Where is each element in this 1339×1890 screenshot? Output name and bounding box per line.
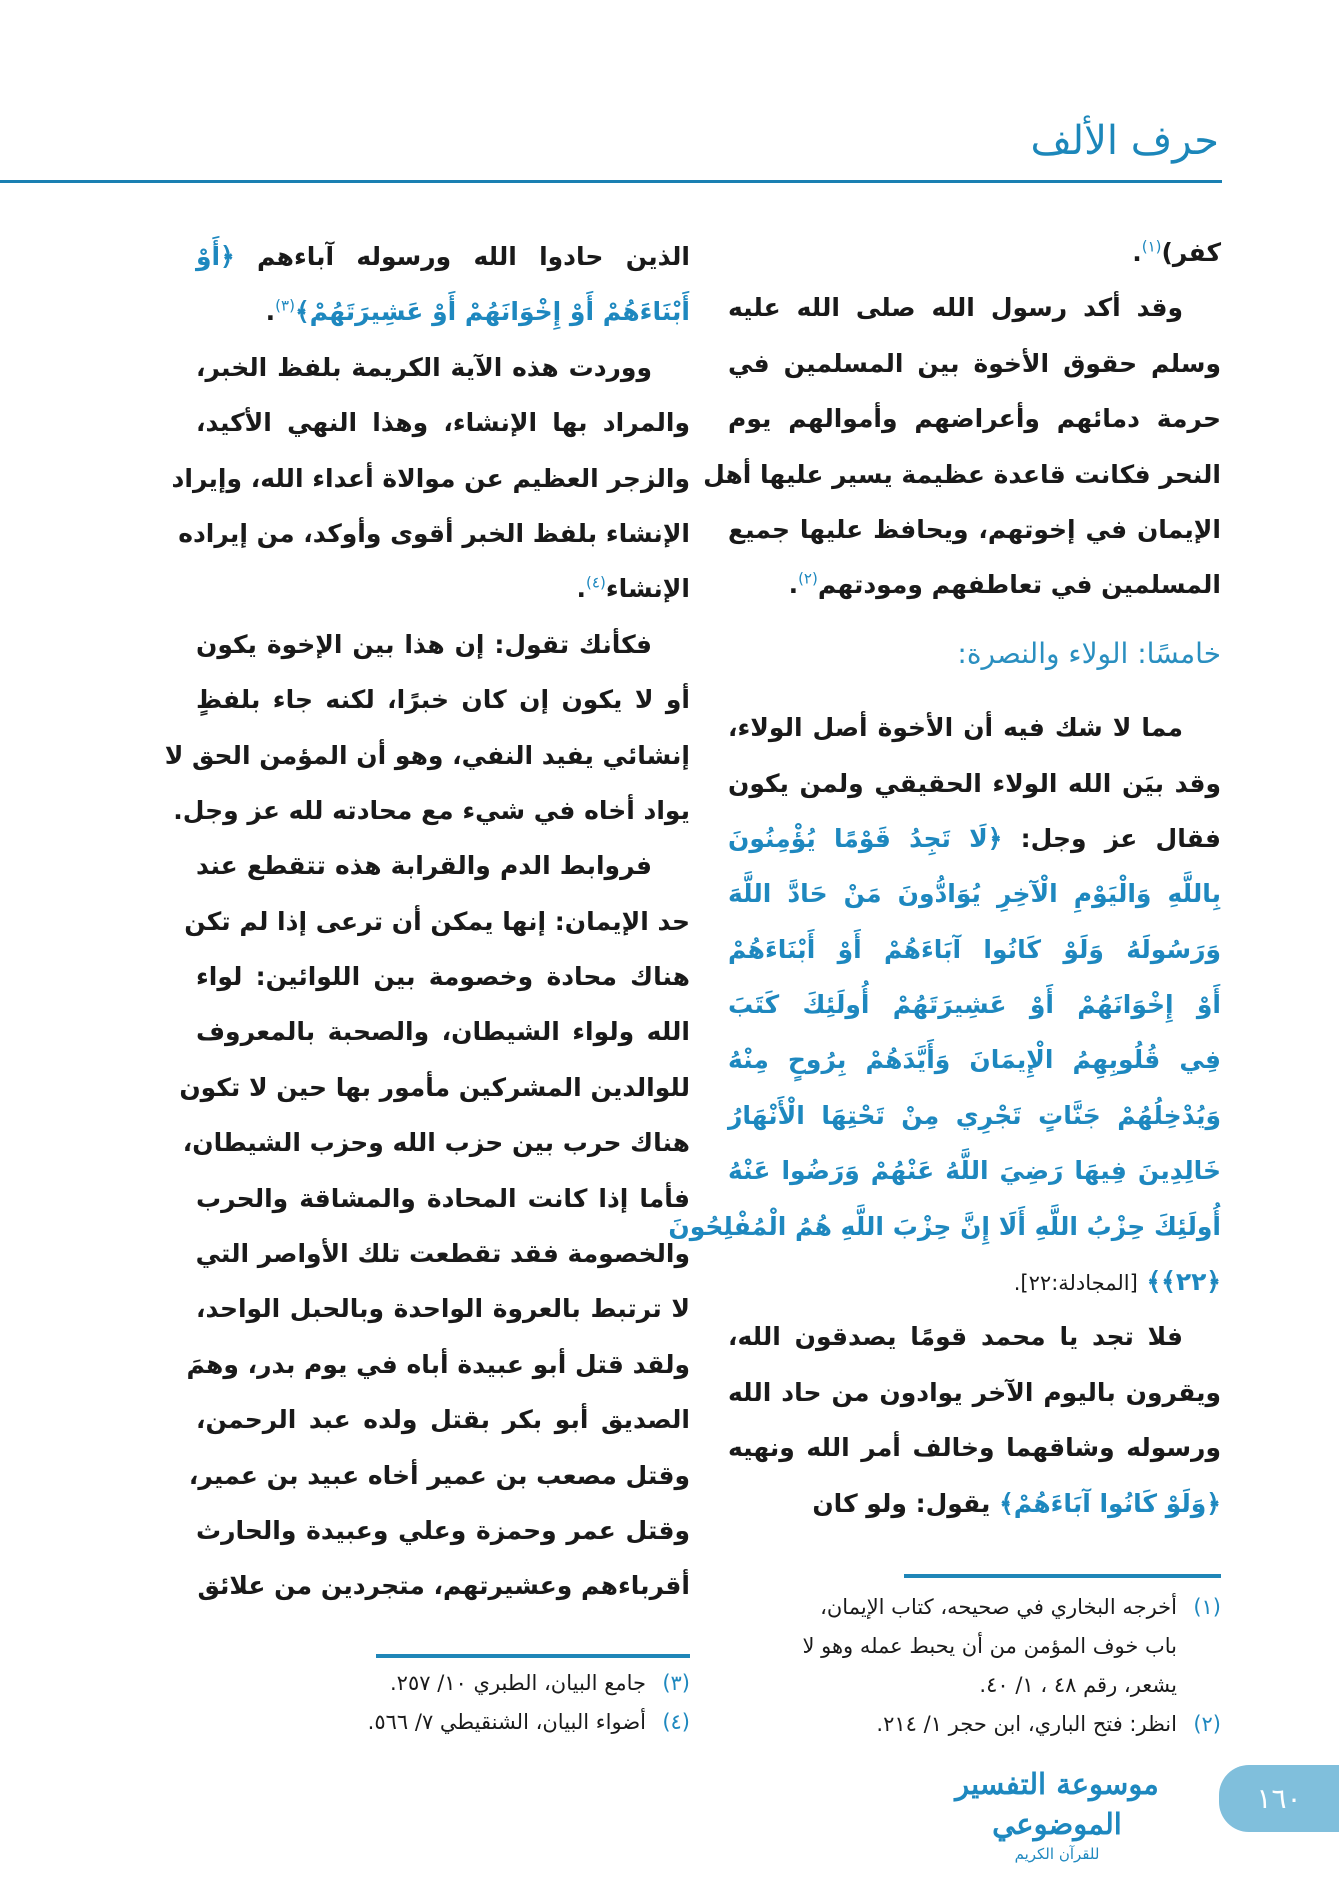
text-line bbox=[728, 922, 1221, 977]
text-line bbox=[728, 700, 1221, 755]
verse-citation: [المجادلة:٢٢]. bbox=[1013, 1271, 1138, 1296]
footnote bbox=[196, 1703, 690, 1742]
footnote-reference: (٢) bbox=[798, 570, 818, 589]
footnote-separator-left bbox=[376, 1654, 690, 1658]
quran-verse-text: وَرَسُولَهُ وَلَوْ كَانُوا آبَاءَهُمْ أَوْ أَبْنَاءَهُمْ bbox=[728, 934, 1221, 964]
body-text: حد الإيمان: إنها يمكن أن ترعى إذا لم تكن bbox=[184, 906, 690, 936]
text-line bbox=[728, 977, 1221, 1032]
body-text: وقتل عمر وحمزة وعلي وعبيدة والحارث bbox=[196, 1515, 690, 1545]
text-line bbox=[196, 1503, 690, 1558]
text-line bbox=[196, 949, 690, 1004]
text-line bbox=[196, 229, 690, 284]
body-text: ورسوله وشاقهما وخالف أمر الله ونهيه bbox=[728, 1433, 1221, 1463]
text-line bbox=[728, 502, 1221, 557]
body-text: . bbox=[576, 574, 587, 604]
left-text-column bbox=[164, 229, 690, 1614]
body-text: للوالدين المشركين مأمور بها حين لا تكون bbox=[179, 1072, 690, 1102]
text-line bbox=[196, 395, 690, 450]
body-text: مما لا شك فيه أن الأخوة أصل الولاء، bbox=[728, 713, 1183, 743]
body-text: خامسًا: الولاء والنصرة: bbox=[957, 636, 1221, 670]
text-line bbox=[179, 1060, 690, 1115]
page-number: ١٦٠ bbox=[1219, 1765, 1339, 1832]
text-line bbox=[728, 1143, 1221, 1198]
footnote-line: يشعر، رقم ٤٨ ، ١/ ٤٠. bbox=[979, 1673, 1177, 1697]
body-text: كفر) bbox=[1161, 238, 1221, 267]
body-text: والخصومة فقد تقطعت تلك الأواصر التي bbox=[195, 1239, 690, 1269]
text-line bbox=[196, 1392, 690, 1447]
body-text: حرمة دمائهم وأعراضهم وأموالهم يوم bbox=[728, 404, 1221, 434]
text-line bbox=[728, 756, 1221, 811]
footnote-text bbox=[390, 1664, 646, 1703]
text-line bbox=[728, 391, 1221, 446]
footnote-line: أخرجه البخاري في صحيحه، كتاب الإيمان، bbox=[820, 1595, 1177, 1619]
body-text: فقال عز وجل: bbox=[1002, 823, 1221, 853]
paragraph bbox=[196, 229, 690, 340]
text-line bbox=[184, 894, 690, 949]
text-line bbox=[171, 451, 690, 506]
right-text-column bbox=[668, 225, 1221, 1531]
text-line bbox=[196, 1558, 690, 1613]
encyclopedia-logo bbox=[934, 1764, 1180, 1864]
text-line bbox=[196, 838, 690, 893]
logo-title: موسوعة التفسير الموضوعي bbox=[955, 1767, 1159, 1841]
text-line bbox=[728, 1254, 1221, 1309]
body-text: . bbox=[265, 297, 276, 327]
paragraph bbox=[164, 617, 690, 839]
footnotes-right bbox=[728, 1588, 1221, 1744]
body-text: وقد بيَن الله الولاء الحقيقي ولمن يكون bbox=[728, 768, 1221, 798]
footnote bbox=[728, 1588, 1221, 1705]
chapter-title: حرف الألف bbox=[1030, 118, 1219, 164]
text-line bbox=[196, 561, 690, 616]
text-line bbox=[728, 1365, 1221, 1420]
footnote bbox=[728, 1705, 1221, 1744]
body-text: لا ترتبط بالعروة الواحدة وبالحبل الواحد، bbox=[196, 1294, 690, 1324]
text-line bbox=[728, 336, 1221, 391]
text-line bbox=[728, 1420, 1221, 1475]
footnote-text bbox=[876, 1705, 1177, 1744]
paragraph bbox=[668, 700, 1221, 1309]
footnote-reference: (٣) bbox=[275, 297, 295, 316]
text-line bbox=[728, 811, 1221, 866]
text-line bbox=[196, 340, 690, 395]
text-line bbox=[728, 866, 1221, 921]
body-text: وقد أكد رسول الله صلى الله عليه bbox=[728, 293, 1183, 323]
body-text: ووردت هذه الآية الكريمة بلفظ الخبر، bbox=[196, 352, 652, 382]
body-text: الإيمان في إخوتهم، ويحافظ عليها جميع bbox=[728, 514, 1221, 544]
body-text: المسلمين في تعاطفهم ومودتهم bbox=[817, 570, 1221, 600]
text-line bbox=[196, 1171, 690, 1226]
text-line bbox=[182, 1115, 690, 1170]
body-text: . bbox=[788, 570, 799, 600]
body-text: فلا تجد يا محمد قومًا يصدقون الله، bbox=[728, 1322, 1183, 1352]
text-line bbox=[728, 1032, 1221, 1087]
body-text: أقرباءهم وعشيرتهم، متجردين من علائق bbox=[197, 1571, 690, 1601]
footnotes-left bbox=[196, 1664, 690, 1742]
text-line bbox=[196, 672, 690, 727]
body-text: الإنشاء bbox=[605, 574, 690, 604]
text-line bbox=[728, 280, 1221, 335]
text-line bbox=[728, 1476, 1221, 1531]
footnote-separator-right bbox=[904, 1574, 1221, 1578]
text-line bbox=[196, 617, 690, 672]
body-text: يقول: ولو كان bbox=[812, 1488, 1000, 1518]
quran-verse-text: ﴿لَا تَجِدُ قَوْمًا يُؤْمِنُونَ bbox=[728, 823, 1003, 853]
body-text: ولقد قتل أبو عبيدة أباه في يوم بدر، وهمَ bbox=[186, 1349, 690, 1379]
text-line bbox=[196, 1226, 690, 1281]
text-line bbox=[196, 1004, 690, 1059]
body-text: والزجر العظيم عن موالاة أعداء الله، وإيراد bbox=[171, 463, 690, 493]
body-text: النحر فكانت قاعدة عظيمة يسير عليها أهل bbox=[703, 459, 1221, 489]
text-line bbox=[728, 557, 1221, 612]
body-text: وقتل مصعب بن عمير أخاه عبيد بن عمير، bbox=[188, 1460, 690, 1490]
body-text: ويقرون باليوم الآخر يوادون من حاد الله bbox=[728, 1377, 1221, 1407]
text-line bbox=[164, 728, 690, 783]
footnote-reference: (٤) bbox=[586, 574, 606, 593]
body-text: هناك حرب بين حزب الله وحزب الشيطان، bbox=[182, 1128, 690, 1158]
quran-verse-text: ﴿٢٢﴾﴾ bbox=[1137, 1267, 1221, 1297]
footnote-line: أضواء البيان، الشنقيطي ٧/ ٥٦٦. bbox=[367, 1710, 646, 1734]
body-text: فروابط الدم والقرابة هذه تتقطع عند bbox=[196, 851, 652, 881]
paragraph bbox=[171, 340, 690, 617]
quran-verse-text: أُولَئِكَ حِزْبُ اللَّهِ أَلَا إِنَّ حِزْبَ اللَّهِ هُمُ الْمُفْلِحُونَ bbox=[668, 1211, 1221, 1241]
body-text: الصديق أبو بكر بقتل ولده عبد الرحمن، bbox=[196, 1405, 690, 1435]
footnote bbox=[196, 1664, 690, 1703]
paragraph bbox=[179, 838, 690, 1613]
paragraph bbox=[728, 1309, 1221, 1531]
text-line bbox=[728, 626, 1221, 681]
paragraph bbox=[703, 280, 1221, 612]
body-text: فكأنك تقول: إن هذا بين الإخوة يكون bbox=[196, 629, 652, 659]
footnote-text bbox=[802, 1588, 1177, 1705]
text-line bbox=[196, 284, 690, 339]
body-text: . bbox=[1132, 238, 1142, 267]
text-line bbox=[196, 1281, 690, 1336]
footnote-line: جامع البيان، الطبري ١٠/ ٢٥٧. bbox=[389, 1671, 646, 1695]
quran-verse-text: ﴿وَلَوْ كَانُوا آبَاءَهُمْ﴾ bbox=[999, 1488, 1221, 1518]
footnote-reference: (١) bbox=[1141, 237, 1162, 256]
quran-verse-text: أَبْنَاءَهُمْ أَوْ إِخْوَانَهُمْ أَوْ عَشِيرَتَهُمْ﴾ bbox=[294, 297, 690, 327]
text-line bbox=[173, 783, 690, 838]
quran-verse-text: بِاللَّهِ وَالْيَوْمِ الْآخِرِ يُوَادُّونَ مَنْ حَادَّ اللَّهَ bbox=[728, 879, 1221, 909]
body-text: هناك محادة وخصومة بين اللوائين: لواء bbox=[196, 962, 690, 992]
footnote-number: (١) bbox=[1193, 1595, 1221, 1619]
text-line bbox=[186, 1337, 690, 1392]
text-line bbox=[728, 1088, 1221, 1143]
text-line bbox=[188, 1448, 690, 1503]
body-text: أو لا يكون إن كان خبرًا، لكنه جاء بلفظٍ bbox=[196, 685, 690, 715]
body-text: الذين حادوا الله ورسوله آباءهم bbox=[234, 242, 690, 271]
footnote-line: باب خوف المؤمن من أن يحبط عمله وهو لا bbox=[802, 1634, 1177, 1658]
text-line bbox=[728, 1309, 1221, 1364]
body-text: يواد أخاه في شيء مع محادته لله عز وجل. bbox=[173, 795, 690, 825]
body-text: وسلم حقوق الأخوة بين المسلمين في bbox=[728, 348, 1221, 378]
quran-verse-text: أَوْ إِخْوَانَهُمْ أَوْ عَشِيرَتَهُمْ أُولَئِكَ كَتَبَ bbox=[728, 990, 1221, 1020]
quran-verse-text: وَيُدْخِلُهُمْ جَنَّاتٍ تَجْرِي مِنْ تَحْتِهَا الْأَنْهَارُ bbox=[728, 1100, 1221, 1130]
footnote-number: (٣) bbox=[662, 1671, 690, 1695]
quran-verse-text: ﴿أَوْ bbox=[196, 242, 235, 271]
body-text: الله ولواء الشيطان، والصحبة بالمعروف bbox=[196, 1017, 690, 1047]
footnote-number: (٤) bbox=[662, 1710, 690, 1734]
footnote-text bbox=[368, 1703, 646, 1742]
paragraph bbox=[728, 225, 1221, 280]
body-text: والمراد بها الإنشاء، وهذا النهي الأكيد، bbox=[196, 408, 690, 438]
text-line bbox=[728, 225, 1221, 280]
text-line bbox=[178, 506, 690, 561]
text-line bbox=[703, 447, 1221, 502]
body-text: إنشائي يفيد النفي، وهو أن المؤمن الحق لا bbox=[164, 740, 690, 770]
quran-verse-text: خَالِدِينَ فِيهَا رَضِيَ اللَّهُ عَنْهُمْ وَرَضُوا عَنْهُ bbox=[728, 1156, 1221, 1186]
header-divider bbox=[0, 180, 1222, 183]
body-text: الإنشاء بلفظ الخبر أقوى وأوكد، من إيراده bbox=[178, 518, 690, 548]
footnote-number: (٢) bbox=[1193, 1712, 1221, 1736]
logo-subtitle: للقرآن الكريم bbox=[1014, 1845, 1100, 1863]
body-text: فأما إذا كانت المحادة والمشاقة والحرب bbox=[196, 1183, 690, 1213]
section-heading bbox=[728, 626, 1221, 681]
text-line bbox=[668, 1199, 1221, 1254]
quran-verse-text: فِي قُلُوبِهِمُ الْإِيمَانَ وَأَيَّدَهُمْ بِرُوحٍ مِنْهُ bbox=[728, 1045, 1221, 1075]
footnote-line: انظر: فتح الباري، ابن حجر ١/ ٢١٤. bbox=[876, 1712, 1177, 1736]
